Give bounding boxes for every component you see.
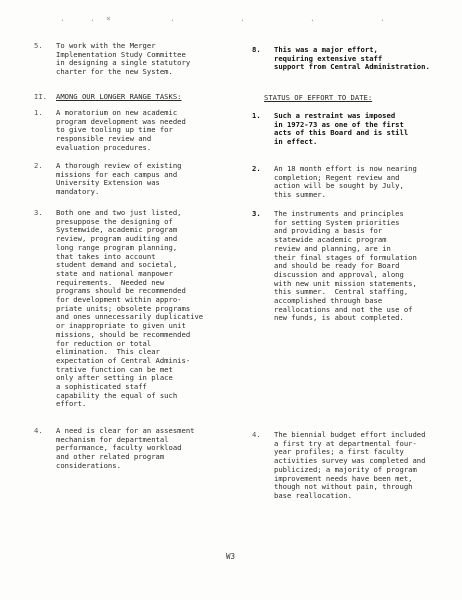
item-number: 5.	[34, 41, 43, 50]
item-number: 8.	[252, 45, 261, 54]
heading-number: II.	[34, 92, 47, 101]
item-number: 4.	[252, 430, 261, 439]
item-text: Both one and two just listed, presuppose the designing of Systemwide, academic program review, program auditing and long range program planning, that takes into account student demand and societal, state and national manpower requirements. Needed new programs should be recommended for development within appro- priate units; obsolete programs and ones unnecessarily duplicative or inappropriate to given unit missions, should be recommended for reduction or total elimination. This clear expectation of Central Adminis- trative function can be met only after setting in place a sophisticated staff capability the equal of such effort.	[56, 208, 204, 409]
item-text: The biennial budget effort included a first try at departmental four- year profiles; a first faculty activities survey was completed and publicized; a majority of program improvement needs have been met, though not without pain, through base reallocation.	[274, 430, 426, 500]
item-text: An 18 month effort is now nearing completion; Regent review and action will be sought by July, this summer.	[274, 164, 417, 200]
section-heading: AMONG OUR LONGER RANGE TASKS:	[56, 92, 182, 101]
item-number: 3.	[34, 208, 43, 217]
item-number: 3.	[252, 209, 261, 218]
item-text: A need is clear for an assesment mechanism for departmental performance, faculty workload and other related program considerations.	[56, 426, 195, 470]
item-text: This was a major effort, requiring extensive staff support from Central Administration.	[274, 45, 430, 72]
scan-artifacts: . . × . . . .	[60, 14, 385, 23]
section-heading: STATUS OF EFFORT TO DATE:	[264, 93, 373, 102]
item-number: 1.	[34, 108, 43, 117]
item-text: The instruments and principles for setting System priorities and providing a basis for statewide academic program review and planning, are in their final stages of formulation and should be ready for Board discussion and approval, along with new unit mission statements, this summer. Central staffing, accomplished through base reallocations and not the use of new funds, is about completed.	[274, 209, 417, 323]
item-number: 4.	[34, 426, 43, 435]
item-text: Such a restraint was imposed in 1972-73 as one of the first acts of this Board and is still in effect.	[274, 111, 409, 147]
item-text: To work with the Merger Implementation Study Committee in designing a single statutory charter for the new System.	[56, 41, 191, 77]
item-number: 2.	[34, 161, 43, 170]
item-text: A moratorium on new academic program development was needed to give tooling up time for responsible review and evaluation procedures.	[56, 108, 186, 152]
item-number: 2.	[252, 164, 261, 173]
item-text: A thorough review of existing missions for each campus and University Extension was mandatory.	[56, 161, 182, 197]
right-column	[252, 0, 457, 600]
item-number: 1.	[252, 111, 261, 120]
left-column	[34, 0, 242, 600]
page-number: W3	[226, 552, 236, 561]
